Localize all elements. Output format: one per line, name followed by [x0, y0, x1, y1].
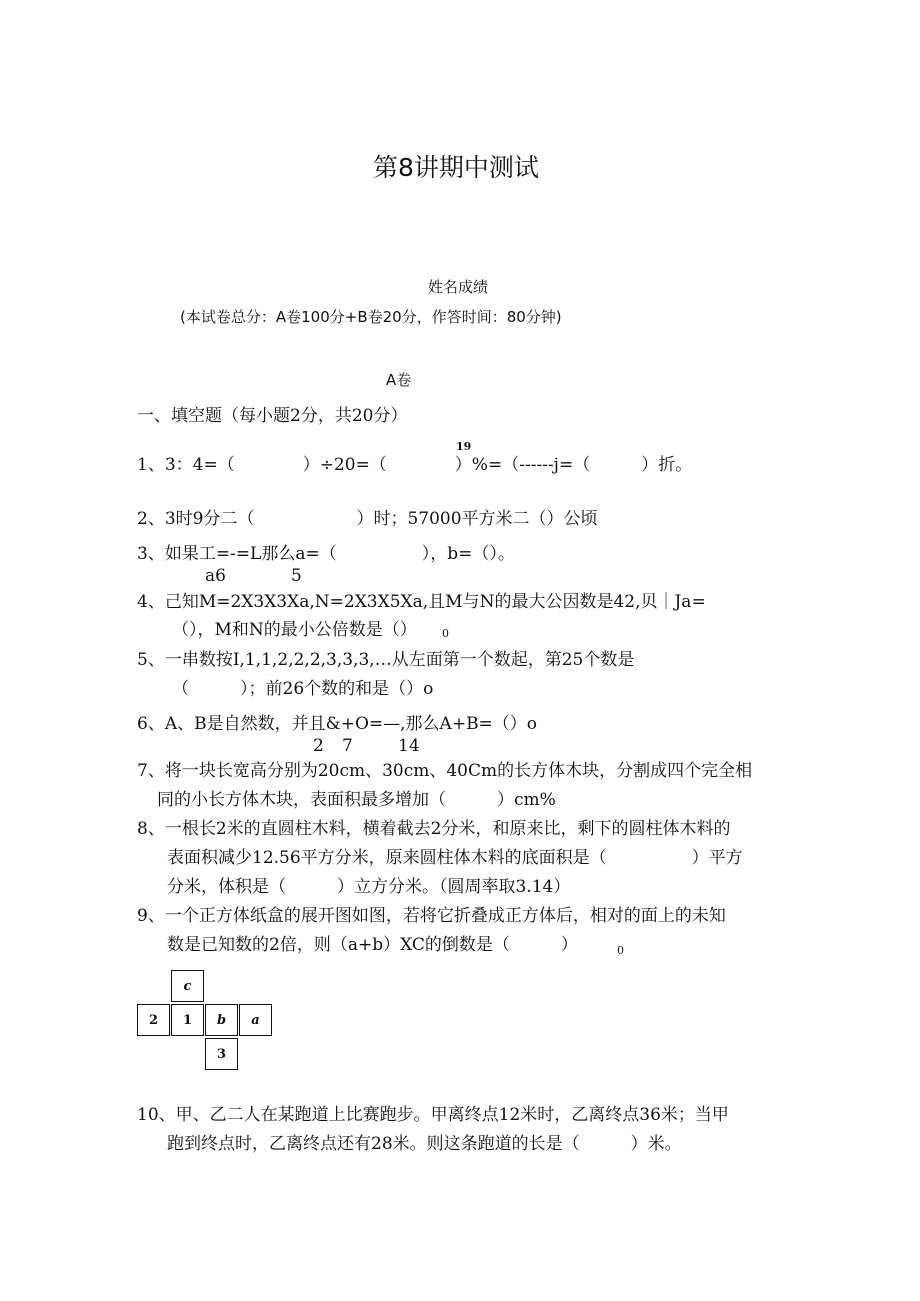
question-1: 1、3：4=（ ）÷20=（ ）%=（------j=（ ）折。: [137, 455, 693, 475]
name-score-line: 姓名成绩: [428, 278, 489, 296]
net-cell-bottom: 3: [205, 1038, 238, 1070]
question-6: 6、A、B是自然数，并且&+O=—,那么A+B=（）o: [137, 714, 538, 734]
net-cell-row: 1: [171, 1004, 204, 1036]
question-2: 2、3时9分二（ ）时；57000平方米二（）公顷: [137, 509, 598, 529]
net-cell-row: 2: [137, 1004, 170, 1036]
question-7-line-1: 7、将一块长宽高分别为20cm、30cm、40Cm的长方体木块，分割成四个完全相: [137, 761, 753, 781]
q4-end-mark: 0: [442, 627, 449, 640]
net-cell-row: b: [205, 1004, 238, 1036]
question-9-line-1: 9、一个正方体纸盒的展开图如图，若将它折叠成正方体后，相对的面上的未知: [137, 906, 726, 926]
question-7-line-2: 同的小长方体木块，表面积最多增加（ ）cm%: [157, 790, 556, 810]
question-10-line-1: 10、甲、乙二人在某跑道上比赛跑步。甲离终点12米时，乙离终点36米；当甲: [137, 1105, 729, 1125]
q9-end-mark: 0: [617, 944, 624, 957]
question-4-line-2: （），M和N的最小公倍数是（）: [172, 620, 417, 640]
q3-subscript-a: a6: [205, 566, 226, 586]
page-title: 第8讲期中测试: [373, 153, 539, 182]
question-5-line-1: 5、一串数按I,1,1,2,2,2,3,3,3,…从左面第一个数起，第25个数是: [137, 650, 635, 670]
q6-denominator-2: 7: [342, 736, 353, 756]
question-8-line-3: 分米，体积是（ ）立方分米。（圆周率取3.14）: [167, 877, 571, 897]
part-heading: 一、填空题（每小题2分，共20分）: [137, 406, 408, 426]
exam-info: (本试卷总分：A卷100分+B卷20分，作答时间：80分钟): [180, 308, 562, 326]
net-cell-top: c: [171, 970, 204, 1002]
question-5-line-2: （ ）；前26个数的和是（）o: [172, 679, 434, 699]
net-cell-row: a: [239, 1004, 272, 1036]
question-8-line-2: 表面积减少12.56平方分米，原来圆柱体木料的底面积是（ ）平方: [167, 848, 743, 868]
question-4-line-1: 4、己知M=2X3X3Xa,N=2X3X5Xa,且M与N的最大公因数是42,贝｜Ja=: [137, 592, 706, 612]
q6-denominator-1: 2: [313, 736, 324, 756]
q3-subscript-b: 5: [291, 566, 302, 586]
question-3: 3、如果工=-=L那么a=（ ），b=（）。: [137, 544, 515, 564]
question-8-line-1: 8、一根长2米的直圆柱木料，横着截去2分米，和原来比，剩下的圆柱体木料的: [137, 819, 731, 839]
cube-net-figure: [137, 970, 272, 1070]
q6-denominator-3: 14: [398, 736, 420, 756]
question-9-line-2: 数是已知数的2倍，则（a+b）XC的倒数是（ ）: [167, 935, 578, 955]
section-name: A卷: [386, 371, 412, 389]
question-10-line-2: 跑到终点时，乙离终点还有28米。则这条跑道的长是（ ）米。: [167, 1134, 682, 1154]
q1-superscript: 19: [456, 440, 472, 453]
